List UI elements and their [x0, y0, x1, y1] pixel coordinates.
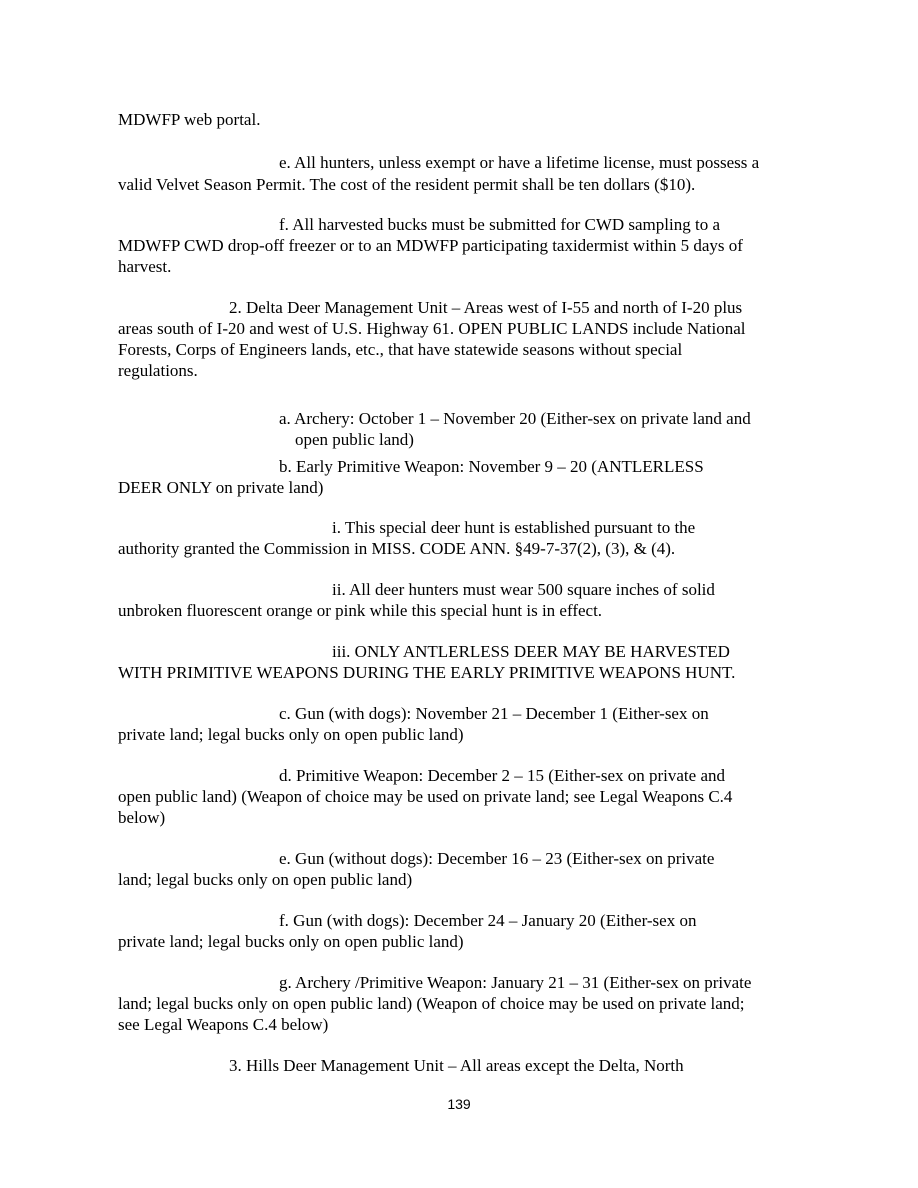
item-i-line-2: authority granted the Commission in MISS. CODE ANN. §49-7-37(2), (3), & (4).	[118, 539, 676, 558]
item-c-line-1: c. Gun (with dogs): November 21 – December 1 (Either-sex on	[279, 704, 709, 723]
section-3-line-1: 3. Hills Deer Management Unit – All areas except the Delta, North	[229, 1056, 684, 1075]
item-b-line-1: b. Early Primitive Weapon: November 9 – 20 (ANTLERLESS	[279, 457, 704, 476]
item-c-line-2: private land; legal bucks only on open public land)	[118, 725, 464, 744]
page-number: 139	[447, 1096, 471, 1112]
item-g-line-2: land; legal bucks only on open public land) (Weapon of choice may be used on private land;	[118, 994, 745, 1013]
item-d-line-1: d. Primitive Weapon: December 2 – 15 (Either-sex on private and	[279, 766, 725, 785]
section-2-line-4: regulations.	[118, 361, 198, 380]
item-d-line-2: open public land) (Weapon of choice may be used on private land; see Legal Weapons C.4	[118, 787, 733, 806]
item-f-line-1: f. All harvested bucks must be submitted for CWD sampling to a	[279, 215, 720, 234]
item-b-line-2: DEER ONLY on private land)	[118, 478, 324, 497]
item-f2-line-2: private land; legal bucks only on open public land)	[118, 932, 464, 951]
item-ii-line-1: ii. All deer hunters must wear 500 square inches of solid	[332, 580, 715, 599]
text-line: MDWFP web portal.	[118, 110, 261, 129]
item-e-line-2: valid Velvet Season Permit. The cost of the resident permit shall be ten dollars ($10).	[118, 175, 696, 194]
item-g-line-3: see Legal Weapons C.4 below)	[118, 1015, 329, 1034]
section-2-line-1: 2. Delta Deer Management Unit – Areas west of I-55 and north of I-20 plus	[229, 298, 743, 317]
item-a-line-2: open public land)	[295, 430, 414, 449]
item-d-line-3: below)	[118, 808, 166, 827]
item-f-line-2: MDWFP CWD drop-off freezer or to an MDWFP participating taxidermist within 5 days of	[118, 236, 743, 255]
item-iii-line-1: iii. ONLY ANTLERLESS DEER MAY BE HARVESTED	[332, 642, 730, 661]
item-ii-line-2: unbroken fluorescent orange or pink while this special hunt is in effect.	[118, 601, 603, 620]
item-e-line-1: e. All hunters, unless exempt or have a lifetime license, must possess a	[279, 153, 760, 172]
item-i-line-1: i. This special deer hunt is established pursuant to the	[332, 518, 696, 537]
section-2-line-3: Forests, Corps of Engineers lands, etc., that have statewide seasons without special	[118, 340, 683, 359]
item-a-line-1: a. Archery: October 1 – November 20 (Either-sex on private land and	[279, 409, 751, 428]
item-g-line-1: g. Archery /Primitive Weapon: January 21 – 31 (Either-sex on private	[279, 973, 752, 992]
item-iii-line-2: WITH PRIMITIVE WEAPONS DURING THE EARLY PRIMITIVE WEAPONS HUNT.	[118, 663, 736, 682]
item-f2-line-1: f. Gun (with dogs): December 24 – January 20 (Either-sex on	[279, 911, 697, 930]
item-f-line-3: harvest.	[118, 257, 172, 276]
item-e2-line-2: land; legal bucks only on open public land)	[118, 870, 413, 889]
section-2-line-2: areas south of I-20 and west of U.S. Highway 61. OPEN PUBLIC LANDS include National	[118, 319, 746, 338]
item-e2-line-1: e. Gun (without dogs): December 16 – 23 (Either-sex on private	[279, 849, 715, 868]
